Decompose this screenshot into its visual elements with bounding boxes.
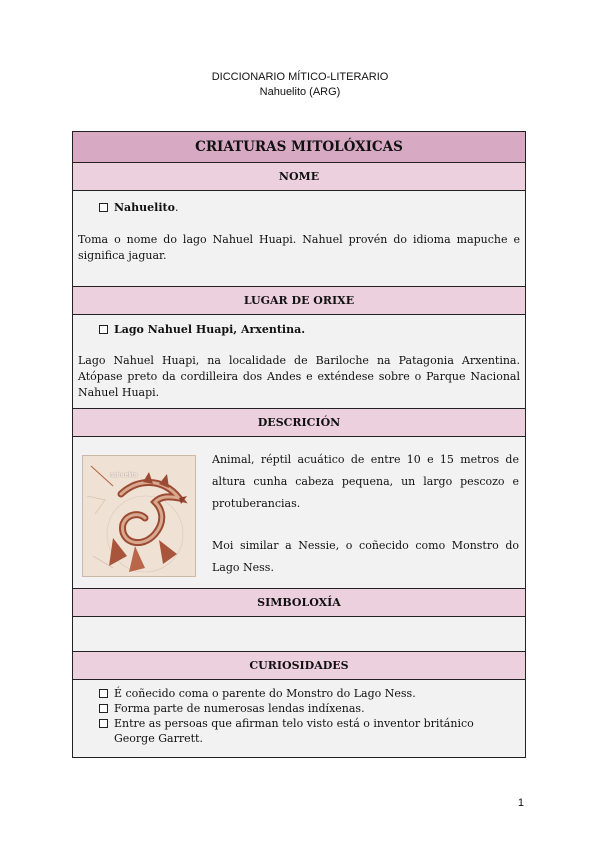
nome-value: Nahuelito: [114, 201, 175, 214]
lugar-value: Lago Nahuel Huapi, Arxentina.: [114, 323, 306, 336]
checkbox-icon: [99, 325, 108, 334]
descricion-para-1: Animal, réptil acuático de entre 10 e 15 metros de altura cunha cabeza pequena, un largo pescozo e protuberancias.: [212, 453, 519, 510]
nome-value-suffix: .: [174, 201, 179, 214]
simboloxia-section: [73, 617, 525, 652]
nome-bullet: [99, 200, 178, 216]
checkbox-icon: [99, 719, 108, 728]
nome-heading: NOME: [73, 163, 525, 191]
document-header: [0, 70, 600, 100]
list-item: [99, 686, 485, 701]
list-item: [99, 701, 485, 716]
header-title: DICCIONARIO MÍTICO-LITERARIO: [211, 71, 389, 83]
illustration-label: nahuelito: [109, 472, 138, 479]
sea-serpent-icon: [83, 456, 196, 577]
checkbox-icon: [99, 203, 108, 212]
nome-section: [73, 191, 525, 287]
curiosidade-text: É coñecido coma o parente do Monstro do Lago Ness.: [114, 687, 416, 700]
curiosidades-heading: CURIOSIDADES: [73, 652, 525, 680]
curiosidades-section: [73, 680, 525, 757]
nahuelito-illustration: [82, 455, 196, 577]
table-title: CRIATURAS MITOLÓXICAS: [73, 132, 525, 163]
descricion-para-2: Moi similar a Nessie, o coñecido como Monstro do Lago Ness.: [212, 539, 519, 574]
lugar-text: Lago Nahuel Huapi, na localidade de Bariloche na Patagonia Arxentina. Atópase preto da cordilleira dos Andes e exténdese sobre o Parque Nacional Nahuel Huapi.: [78, 354, 520, 399]
list-item: [99, 716, 485, 746]
nome-text: Toma o nome do lago Nahuel Huapi. Nahuel provén do idioma mapuche e significa jaguar.: [78, 233, 520, 262]
lugar-bullet: [99, 322, 305, 338]
creature-table: [72, 131, 526, 758]
lugar-heading: LUGAR DE ORIXE: [73, 287, 525, 315]
checkbox-icon: [99, 689, 108, 698]
descricion-section: [73, 437, 525, 589]
descricion-heading: DESCRICIÓN: [73, 409, 525, 437]
descricion-text: [212, 449, 519, 579]
header-subtitle: Nahuelito (ARG): [259, 86, 341, 98]
simboloxia-heading: SIMBOLOXÍA: [73, 589, 525, 617]
page-number: 1: [517, 797, 524, 809]
curiosidade-text: Entre as persoas que afirman telo visto está o inventor británico George Garrett.: [114, 717, 474, 745]
checkbox-icon: [99, 704, 108, 713]
curiosidade-text: Forma parte de numerosas lendas indíxenas.: [114, 702, 365, 715]
lugar-section: [73, 315, 525, 409]
